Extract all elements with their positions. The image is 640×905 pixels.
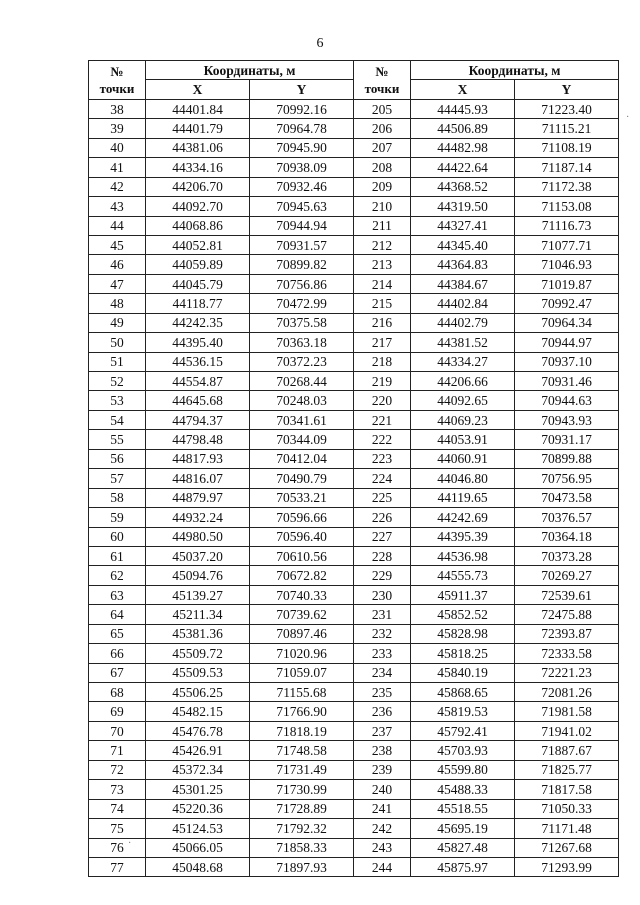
- number-sign: №: [375, 63, 389, 79]
- point-number-right: 215: [354, 294, 411, 313]
- point-number-left: 72: [89, 760, 146, 779]
- coordinates-table: [88, 60, 619, 877]
- table-row: [89, 838, 619, 857]
- x-value-left: 44068.86: [146, 216, 250, 235]
- point-number-right: 214: [354, 274, 411, 293]
- point-number-left: 39: [89, 119, 146, 138]
- x-value-left: 44817.93: [146, 449, 250, 468]
- y-value-right: 71825.77: [515, 760, 619, 779]
- x-value-left: 45211.34: [146, 605, 250, 624]
- y-value-right: 70364.18: [515, 527, 619, 546]
- x-header-left: X: [146, 80, 250, 99]
- y-value-right: 70944.63: [515, 391, 619, 410]
- point-number-right: 243: [354, 838, 411, 857]
- x-value-left: 44381.06: [146, 138, 250, 157]
- y-value-left: 70472.99: [250, 294, 354, 313]
- x-value-right: 44046.80: [411, 469, 515, 488]
- x-value-right: 45875.97: [411, 857, 515, 876]
- x-value-left: 45476.78: [146, 721, 250, 740]
- y-value-right: 71046.93: [515, 255, 619, 274]
- x-value-left: 44879.97: [146, 488, 250, 507]
- table-row: [89, 663, 619, 682]
- y-value-right: 72475.88: [515, 605, 619, 624]
- y-value-left: 70938.09: [250, 158, 354, 177]
- table-row: [89, 313, 619, 332]
- y-value-left: 71766.90: [250, 702, 354, 721]
- x-value-left: 44401.84: [146, 99, 250, 118]
- y-value-left: 70964.78: [250, 119, 354, 138]
- y-value-right: 71116.73: [515, 216, 619, 235]
- x-value-right: 44381.52: [411, 333, 515, 352]
- x-value-left: 45037.20: [146, 546, 250, 565]
- x-value-right: 45518.55: [411, 799, 515, 818]
- x-value-right: 44555.73: [411, 566, 515, 585]
- page-number: 6: [316, 36, 324, 51]
- y-value-left: 70740.33: [250, 585, 354, 604]
- x-value-right: 44395.39: [411, 527, 515, 546]
- y-value-right: 70756.95: [515, 469, 619, 488]
- x-value-left: 45048.68: [146, 857, 250, 876]
- y-value-left: 70610.56: [250, 546, 354, 565]
- x-value-right: 44482.98: [411, 138, 515, 157]
- x-value-left: 44118.77: [146, 294, 250, 313]
- point-number-left: 41: [89, 158, 146, 177]
- table-row: [89, 294, 619, 313]
- point-number-right: 237: [354, 721, 411, 740]
- x-value-right: 44345.40: [411, 235, 515, 254]
- y-value-right: 70269.27: [515, 566, 619, 585]
- point-number-left: 66: [89, 644, 146, 663]
- y-header-right: Y: [515, 80, 619, 99]
- point-number-left: 48: [89, 294, 146, 313]
- y-value-right: 70373.28: [515, 546, 619, 565]
- point-number-right: 242: [354, 819, 411, 838]
- y-value-left: 70596.66: [250, 508, 354, 527]
- point-number-right: 230: [354, 585, 411, 604]
- point-number-right: 233: [354, 644, 411, 663]
- y-value-left: 70932.46: [250, 177, 354, 196]
- point-number-left: 59: [89, 508, 146, 527]
- point-number-left: 43: [89, 197, 146, 216]
- y-value-right: 70376.57: [515, 508, 619, 527]
- y-value-right: 71187.14: [515, 158, 619, 177]
- point-number-right: 212: [354, 235, 411, 254]
- x-value-right: 45488.33: [411, 780, 515, 799]
- point-number-left: 44: [89, 216, 146, 235]
- table-row: [89, 546, 619, 565]
- table-row: [89, 119, 619, 138]
- y-value-left: 70372.23: [250, 352, 354, 371]
- x-value-right: 44319.50: [411, 197, 515, 216]
- y-value-right: 71941.02: [515, 721, 619, 740]
- x-value-right: 44060.91: [411, 449, 515, 468]
- x-value-right: 45703.93: [411, 741, 515, 760]
- y-value-left: 71792.32: [250, 819, 354, 838]
- y-value-left: 70248.03: [250, 391, 354, 410]
- point-number-right: 218: [354, 352, 411, 371]
- x-value-right: 45852.52: [411, 605, 515, 624]
- x-value-right: 45695.19: [411, 819, 515, 838]
- table-row: [89, 624, 619, 643]
- table-row: [89, 430, 619, 449]
- table-body: [89, 99, 619, 877]
- x-value-right: 44506.89: [411, 119, 515, 138]
- coordinates-header-left: Координаты, м: [146, 61, 354, 80]
- point-number-left: 68: [89, 683, 146, 702]
- point-number-right: 222: [354, 430, 411, 449]
- table-row: [89, 469, 619, 488]
- point-number-right: 216: [354, 313, 411, 332]
- x-value-left: 45094.76: [146, 566, 250, 585]
- x-value-right: 44364.83: [411, 255, 515, 274]
- point-number-left: 70: [89, 721, 146, 740]
- y-value-left: 71059.07: [250, 663, 354, 682]
- point-number-right: 213: [354, 255, 411, 274]
- table-row: [89, 488, 619, 507]
- x-value-left: 45381.36: [146, 624, 250, 643]
- point-label: точки: [364, 80, 400, 96]
- y-value-right: 70992.47: [515, 294, 619, 313]
- y-value-right: 70943.93: [515, 410, 619, 429]
- point-label: точки: [99, 80, 135, 96]
- y-value-left: 71731.49: [250, 760, 354, 779]
- y-value-left: 71155.68: [250, 683, 354, 702]
- y-header-left: Y: [250, 80, 354, 99]
- x-value-left: 45301.25: [146, 780, 250, 799]
- point-number-left: 73: [89, 780, 146, 799]
- point-number-left: 74: [89, 799, 146, 818]
- y-value-right: 71077.71: [515, 235, 619, 254]
- table-row: [89, 255, 619, 274]
- point-number-right: 226: [354, 508, 411, 527]
- table-row: [89, 819, 619, 838]
- point-number-left: 56: [89, 449, 146, 468]
- y-value-right: 70944.97: [515, 333, 619, 352]
- x-value-left: 45139.27: [146, 585, 250, 604]
- y-value-left: 70945.90: [250, 138, 354, 157]
- table-row: [89, 683, 619, 702]
- point-number-right: 238: [354, 741, 411, 760]
- x-value-left: 45124.53: [146, 819, 250, 838]
- point-number-right: 232: [354, 624, 411, 643]
- x-value-left: 44092.70: [146, 197, 250, 216]
- point-number-left: 49: [89, 313, 146, 332]
- x-value-right: 44242.69: [411, 508, 515, 527]
- point-number-right: 224: [354, 469, 411, 488]
- x-value-left: 44932.24: [146, 508, 250, 527]
- table-row: [89, 566, 619, 585]
- table-row: [89, 372, 619, 391]
- y-value-right: 71817.58: [515, 780, 619, 799]
- x-value-right: 44384.67: [411, 274, 515, 293]
- x-value-right: 44069.23: [411, 410, 515, 429]
- y-value-right: 71223.40: [515, 99, 619, 118]
- x-value-right: 45827.48: [411, 838, 515, 857]
- point-number-right: 241: [354, 799, 411, 818]
- point-number-left: 67: [89, 663, 146, 682]
- y-value-left: 71858.33: [250, 838, 354, 857]
- x-value-left: 44395.40: [146, 333, 250, 352]
- y-value-right: 71293.99: [515, 857, 619, 876]
- point-number-left: 71: [89, 741, 146, 760]
- y-value-right: 71171.48: [515, 819, 619, 838]
- x-value-left: 44554.87: [146, 372, 250, 391]
- table-row: [89, 177, 619, 196]
- point-number-left: 55: [89, 430, 146, 449]
- x-value-left: 45506.25: [146, 683, 250, 702]
- point-number-right: 240: [354, 780, 411, 799]
- x-value-right: 45868.65: [411, 683, 515, 702]
- point-number-right: 239: [354, 760, 411, 779]
- y-value-left: 70944.94: [250, 216, 354, 235]
- x-value-left: 44536.15: [146, 352, 250, 371]
- y-value-right: 71050.33: [515, 799, 619, 818]
- point-number-left: 57: [89, 469, 146, 488]
- number-sign: №: [110, 63, 124, 79]
- y-value-left: 71020.96: [250, 644, 354, 663]
- point-number-left: 52: [89, 372, 146, 391]
- y-value-right: 70931.46: [515, 372, 619, 391]
- point-number-right: 228: [354, 546, 411, 565]
- y-value-left: 70756.86: [250, 274, 354, 293]
- y-value-right: 72081.26: [515, 683, 619, 702]
- x-value-right: 44092.65: [411, 391, 515, 410]
- y-value-right: 71267.68: [515, 838, 619, 857]
- table-row: [89, 585, 619, 604]
- point-number-header-right: [354, 61, 411, 100]
- x-value-right: 44402.84: [411, 294, 515, 313]
- y-value-right: 72393.87: [515, 624, 619, 643]
- y-value-right: 72221.23: [515, 663, 619, 682]
- y-value-right: 71108.19: [515, 138, 619, 157]
- point-number-right: 231: [354, 605, 411, 624]
- point-number-left: 77: [89, 857, 146, 876]
- x-value-right: 45828.98: [411, 624, 515, 643]
- table-row: [89, 527, 619, 546]
- table-row: [89, 197, 619, 216]
- point-number-right: 211: [354, 216, 411, 235]
- y-value-left: 70268.44: [250, 372, 354, 391]
- y-value-left: 70533.21: [250, 488, 354, 507]
- y-value-right: 72539.61: [515, 585, 619, 604]
- x-value-right: 44402.79: [411, 313, 515, 332]
- y-value-left: 70672.82: [250, 566, 354, 585]
- y-value-right: 71115.21: [515, 119, 619, 138]
- point-number-left: 64: [89, 605, 146, 624]
- y-value-right: 71887.67: [515, 741, 619, 760]
- scan-speck: ·: [626, 112, 630, 123]
- table-row: [89, 235, 619, 254]
- y-value-left: 70344.09: [250, 430, 354, 449]
- x-value-left: 44401.79: [146, 119, 250, 138]
- table-row: [89, 138, 619, 157]
- point-number-left: 54: [89, 410, 146, 429]
- x-value-left: 45509.72: [146, 644, 250, 663]
- point-number-right: 217: [354, 333, 411, 352]
- point-number-left: 76: [89, 838, 146, 857]
- point-number-left: 42: [89, 177, 146, 196]
- y-value-left: 70739.62: [250, 605, 354, 624]
- x-value-left: 45509.53: [146, 663, 250, 682]
- scan-speck: ·: [128, 838, 132, 849]
- y-value-right: 70931.17: [515, 430, 619, 449]
- y-value-left: 71730.99: [250, 780, 354, 799]
- x-value-right: 44422.64: [411, 158, 515, 177]
- point-number-right: 244: [354, 857, 411, 876]
- table-row: [89, 410, 619, 429]
- y-value-right: 71172.38: [515, 177, 619, 196]
- point-number-left: 53: [89, 391, 146, 410]
- point-number-left: 75: [89, 819, 146, 838]
- x-value-left: 45482.15: [146, 702, 250, 721]
- x-value-right: 44327.41: [411, 216, 515, 235]
- table-row: [89, 99, 619, 118]
- point-number-header-left: [89, 61, 146, 100]
- x-value-right: 45792.41: [411, 721, 515, 740]
- y-value-right: 70937.10: [515, 352, 619, 371]
- table-header: [89, 61, 619, 100]
- point-number-left: 40: [89, 138, 146, 157]
- point-number-right: 205: [354, 99, 411, 118]
- y-value-right: 70964.34: [515, 313, 619, 332]
- table-row: [89, 216, 619, 235]
- table-row: [89, 333, 619, 352]
- x-value-left: 45066.05: [146, 838, 250, 857]
- table-row: [89, 721, 619, 740]
- point-number-right: 210: [354, 197, 411, 216]
- point-number-left: 60: [89, 527, 146, 546]
- point-number-left: 50: [89, 333, 146, 352]
- x-value-left: 44645.68: [146, 391, 250, 410]
- point-number-right: 207: [354, 138, 411, 157]
- x-header-right: X: [411, 80, 515, 99]
- point-number-left: 63: [89, 585, 146, 604]
- point-number-right: 208: [354, 158, 411, 177]
- table-row: [89, 508, 619, 527]
- x-value-left: 45372.34: [146, 760, 250, 779]
- point-number-left: 45: [89, 235, 146, 254]
- y-value-left: 70992.16: [250, 99, 354, 118]
- x-value-right: 45819.53: [411, 702, 515, 721]
- table-row: [89, 780, 619, 799]
- y-value-right: 72333.58: [515, 644, 619, 663]
- coordinates-header-right: Координаты, м: [411, 61, 619, 80]
- x-value-right: 45911.37: [411, 585, 515, 604]
- y-value-left: 70363.18: [250, 333, 354, 352]
- table-row: [89, 702, 619, 721]
- point-number-left: 65: [89, 624, 146, 643]
- x-value-right: 45599.80: [411, 760, 515, 779]
- point-number-right: 229: [354, 566, 411, 585]
- y-value-left: 70945.63: [250, 197, 354, 216]
- x-value-left: 44206.70: [146, 177, 250, 196]
- y-value-left: 71818.19: [250, 721, 354, 740]
- x-value-left: 44242.35: [146, 313, 250, 332]
- point-number-right: 220: [354, 391, 411, 410]
- point-number-left: 47: [89, 274, 146, 293]
- y-value-right: 71153.08: [515, 197, 619, 216]
- table-row: [89, 799, 619, 818]
- point-number-left: 69: [89, 702, 146, 721]
- table-row: [89, 605, 619, 624]
- table-row: [89, 857, 619, 876]
- x-value-left: 44794.37: [146, 410, 250, 429]
- point-number-right: 223: [354, 449, 411, 468]
- point-number-left: 46: [89, 255, 146, 274]
- x-value-right: 44119.65: [411, 488, 515, 507]
- table-row: [89, 449, 619, 468]
- table-row: [89, 352, 619, 371]
- y-value-left: 70375.58: [250, 313, 354, 332]
- x-value-right: 44206.66: [411, 372, 515, 391]
- x-value-left: 44980.50: [146, 527, 250, 546]
- x-value-right: 45840.19: [411, 663, 515, 682]
- x-value-left: 44052.81: [146, 235, 250, 254]
- table-row: [89, 760, 619, 779]
- y-value-left: 71728.89: [250, 799, 354, 818]
- point-number-right: 234: [354, 663, 411, 682]
- y-value-left: 70490.79: [250, 469, 354, 488]
- point-number-left: 62: [89, 566, 146, 585]
- y-value-left: 71897.93: [250, 857, 354, 876]
- point-number-left: 38: [89, 99, 146, 118]
- x-value-left: 45220.36: [146, 799, 250, 818]
- x-value-left: 44334.16: [146, 158, 250, 177]
- x-value-right: 44445.93: [411, 99, 515, 118]
- x-value-left: 45426.91: [146, 741, 250, 760]
- point-number-left: 58: [89, 488, 146, 507]
- point-number-right: 219: [354, 372, 411, 391]
- x-value-right: 44536.98: [411, 546, 515, 565]
- point-number-left: 61: [89, 546, 146, 565]
- y-value-left: 71748.58: [250, 741, 354, 760]
- y-value-left: 70897.46: [250, 624, 354, 643]
- x-value-left: 44059.89: [146, 255, 250, 274]
- y-value-left: 70899.82: [250, 255, 354, 274]
- point-number-right: 225: [354, 488, 411, 507]
- y-value-left: 70341.61: [250, 410, 354, 429]
- point-number-right: 206: [354, 119, 411, 138]
- x-value-left: 44045.79: [146, 274, 250, 293]
- y-value-right: 71019.87: [515, 274, 619, 293]
- point-number-left: 51: [89, 352, 146, 371]
- y-value-left: 70596.40: [250, 527, 354, 546]
- table-row: [89, 391, 619, 410]
- y-value-right: 71981.58: [515, 702, 619, 721]
- y-value-left: 70412.04: [250, 449, 354, 468]
- point-number-right: 221: [354, 410, 411, 429]
- x-value-left: 44816.07: [146, 469, 250, 488]
- table-row: [89, 274, 619, 293]
- point-number-right: 235: [354, 683, 411, 702]
- x-value-right: 44368.52: [411, 177, 515, 196]
- point-number-right: 227: [354, 527, 411, 546]
- y-value-left: 70931.57: [250, 235, 354, 254]
- point-number-right: 236: [354, 702, 411, 721]
- point-number-right: 209: [354, 177, 411, 196]
- x-value-left: 44798.48: [146, 430, 250, 449]
- x-value-right: 44334.27: [411, 352, 515, 371]
- table-row: [89, 741, 619, 760]
- table-row: [89, 158, 619, 177]
- x-value-right: 45818.25: [411, 644, 515, 663]
- y-value-right: 70473.58: [515, 488, 619, 507]
- table-row: [89, 644, 619, 663]
- x-value-right: 44053.91: [411, 430, 515, 449]
- y-value-right: 70899.88: [515, 449, 619, 468]
